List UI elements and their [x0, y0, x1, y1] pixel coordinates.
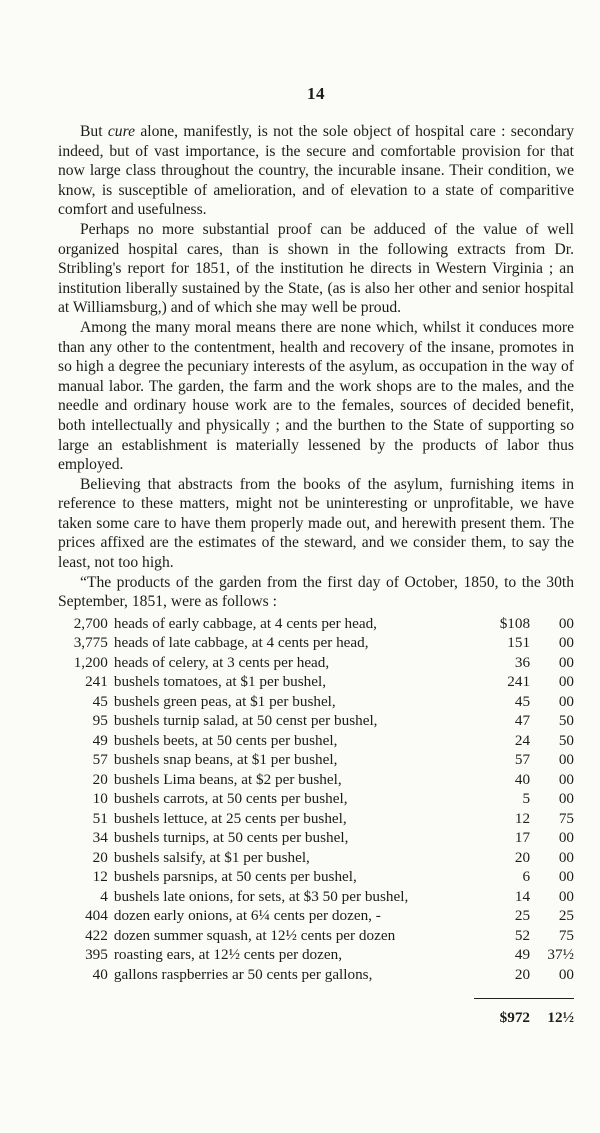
row-dollars: 45	[514, 692, 531, 710]
row-dollars: 5	[522, 790, 531, 808]
row-quantity: 1,200	[73, 653, 108, 671]
row-cents: 00	[558, 965, 574, 983]
row-description: bushels late onions, for sets, at $3 50 per bushel,	[113, 887, 409, 905]
table-row	[58, 867, 574, 887]
table-row	[58, 906, 574, 926]
row-cents: 00	[558, 770, 574, 788]
row-cents: 25	[558, 907, 574, 925]
paragraph-1-body: alone, manifestly, is not the sole object of hospital care : secondary indeed, but of vast importance, is the secure and comfortable provision for that now large class throughout the country, the incurable insane. Their condition, we know, is susceptible of amelioration, and of elevation to a state of comparitive comfort and usefulness.	[58, 123, 574, 219]
row-dollars: 36	[514, 653, 531, 671]
row-cents: 00	[558, 614, 574, 632]
row-dollars: 49	[514, 946, 531, 964]
row-description: bushels tomatoes, at $1 per bushel,	[113, 673, 327, 691]
row-cents: 00	[558, 848, 574, 866]
table-row	[58, 770, 574, 790]
table-row	[58, 750, 574, 770]
row-description: dozen early onions, at 6¼ cents per dozen, -	[113, 907, 381, 925]
table-row	[58, 731, 574, 751]
row-quantity: 3,775	[73, 634, 108, 652]
row-quantity: 2,700	[73, 614, 108, 632]
row-quantity: 45	[92, 692, 108, 710]
row-cents: 37½	[547, 946, 574, 964]
row-cents: 00	[558, 634, 574, 652]
table-row	[58, 672, 574, 692]
row-dollars: 17	[514, 829, 531, 847]
row-description: bushels green peas, at $1 per bushel,	[113, 692, 336, 710]
table-row	[58, 828, 574, 848]
row-cents: 00	[558, 868, 574, 886]
total-section	[58, 984, 574, 1032]
row-description: heads of celery, at 3 cents per head,	[113, 653, 330, 671]
paragraph-1-emphasis: cure	[107, 123, 136, 140]
row-description: roasting ears, at 12½ cents per dozen,	[113, 946, 343, 964]
row-dollars: $108	[499, 614, 531, 632]
table-row	[58, 926, 574, 946]
paragraph-3: Among the many moral means there are none which, whilst it conduces more than any other to the contentment, health and recovery of the insane, promotes in so high a degree the pecuniary interests of the asylum, as occupation in the way of manual labor. The garden, the farm and the work shops are to the males, and the needle and ordinary house work are to the females, sources of decided benefit, both intellectually and physically ; and the burthen to the State of supporting so large an establishment is materially lessened by the products of labor thus employed.	[58, 318, 574, 474]
row-description: bushels salsify, at $1 per bushel,	[113, 848, 310, 866]
row-cents: 00	[558, 692, 574, 710]
page-number: 14	[307, 84, 325, 103]
table-row	[58, 692, 574, 712]
row-quantity: 241	[85, 673, 108, 691]
row-description: bushels carrots, at 50 cents per bushel,	[113, 790, 348, 808]
row-quantity: 404	[85, 907, 108, 925]
document-page	[58, 84, 574, 1032]
table-row	[58, 848, 574, 868]
row-dollars: 151	[507, 634, 531, 652]
row-quantity: 49	[92, 731, 108, 749]
row-dollars: 6	[522, 868, 531, 886]
row-cents: 00	[558, 751, 574, 769]
row-quantity: 422	[85, 926, 108, 944]
row-dollars: 241	[507, 673, 531, 691]
products-table	[58, 614, 574, 985]
table-row	[58, 789, 574, 809]
row-cents: 00	[558, 653, 574, 671]
row-cents: 00	[558, 673, 574, 691]
row-dollars: 24	[514, 731, 531, 749]
row-description: dozen summer squash, at 12½ cents per dozen	[113, 926, 396, 944]
row-dollars: 57	[514, 751, 531, 769]
row-quantity: 4	[100, 887, 108, 905]
row-description: gallons raspberries ar 50 cents per gallons,	[113, 965, 373, 983]
row-quantity: 57	[92, 751, 108, 769]
total-table	[58, 1008, 574, 1028]
row-quantity: 20	[92, 770, 108, 788]
total-cents: 12½	[547, 1009, 574, 1027]
row-quantity: 20	[92, 848, 108, 866]
row-dollars: 20	[514, 848, 531, 866]
table-row	[58, 809, 574, 829]
paragraph-1	[58, 122, 574, 220]
row-dollars: 25	[514, 907, 531, 925]
table-row	[58, 945, 574, 965]
row-quantity: 10	[92, 790, 108, 808]
table-row	[58, 887, 574, 907]
row-dollars: 40	[514, 770, 531, 788]
row-dollars: 52	[514, 926, 531, 944]
paragraph-1-lead: But	[80, 123, 108, 140]
total-spacer	[114, 1008, 478, 1028]
total-rule	[474, 998, 574, 999]
row-quantity: 395	[85, 946, 108, 964]
row-description: heads of early cabbage, at 4 cents per head,	[113, 614, 377, 632]
paragraph-4: Believing that abstracts from the books of the asylum, furnishing items in reference to these matters, might not be uninteresting or unprofitable, we have taken some care to have them properly made out, and herewith present them. The prices affixed are the estimates of the steward, and we consider them, to say the least, not too high.	[58, 475, 574, 572]
row-cents: 75	[558, 926, 574, 944]
row-description: heads of late cabbage, at 4 cents per head,	[113, 634, 369, 652]
row-quantity: 51	[92, 809, 108, 827]
total-dollars: $972	[499, 1009, 530, 1027]
row-cents: 50	[558, 731, 574, 749]
row-description: bushels beets, at 50 cents per bushel,	[113, 731, 338, 749]
row-cents: 75	[558, 809, 574, 827]
paragraph-2: Perhaps no more substantial proof can be adduced of the value of well organized hospital cares, than is shown in the following extracts from Dr. Stribling's report for 1851, of the institution he directs in Western Virginia ; an institution liberally sustained by the State, (as is also her other and senior hospital at Williamsburg,) and of which she may well be proud.	[58, 220, 574, 317]
row-dollars: 47	[514, 712, 531, 730]
table-row	[58, 711, 574, 731]
table-row	[58, 965, 574, 985]
total-spacer	[58, 1008, 114, 1028]
table-row	[58, 653, 574, 673]
row-dollars: 20	[514, 965, 531, 983]
row-description: bushels turnip salad, at 50 censt per bushel,	[113, 712, 378, 730]
paragraph-5: “The products of the garden from the first day of October, 1850, to the 30th September, 1851, were as follows :	[58, 573, 574, 611]
row-description: bushels snap beans, at $1 per bushel,	[113, 751, 338, 769]
row-quantity: 95	[92, 712, 108, 730]
row-description: bushels lettuce, at 25 cents per bushel,	[113, 809, 347, 827]
row-quantity: 12	[92, 868, 108, 886]
row-dollars: 14	[514, 887, 531, 905]
table-row	[58, 633, 574, 653]
row-dollars: 12	[514, 809, 531, 827]
row-description: bushels Lima beans, at $2 per bushel,	[113, 770, 342, 788]
row-cents: 00	[558, 829, 574, 847]
total-row	[58, 1008, 574, 1028]
row-description: bushels parsnips, at 50 cents per bushel,	[113, 868, 357, 886]
table-row	[58, 614, 574, 634]
row-cents: 50	[558, 712, 574, 730]
row-description: bushels turnips, at 50 cents per bushel,	[113, 829, 349, 847]
row-quantity: 34	[92, 829, 108, 847]
row-cents: 00	[558, 887, 574, 905]
row-cents: 00	[558, 790, 574, 808]
row-quantity: 40	[92, 965, 108, 983]
